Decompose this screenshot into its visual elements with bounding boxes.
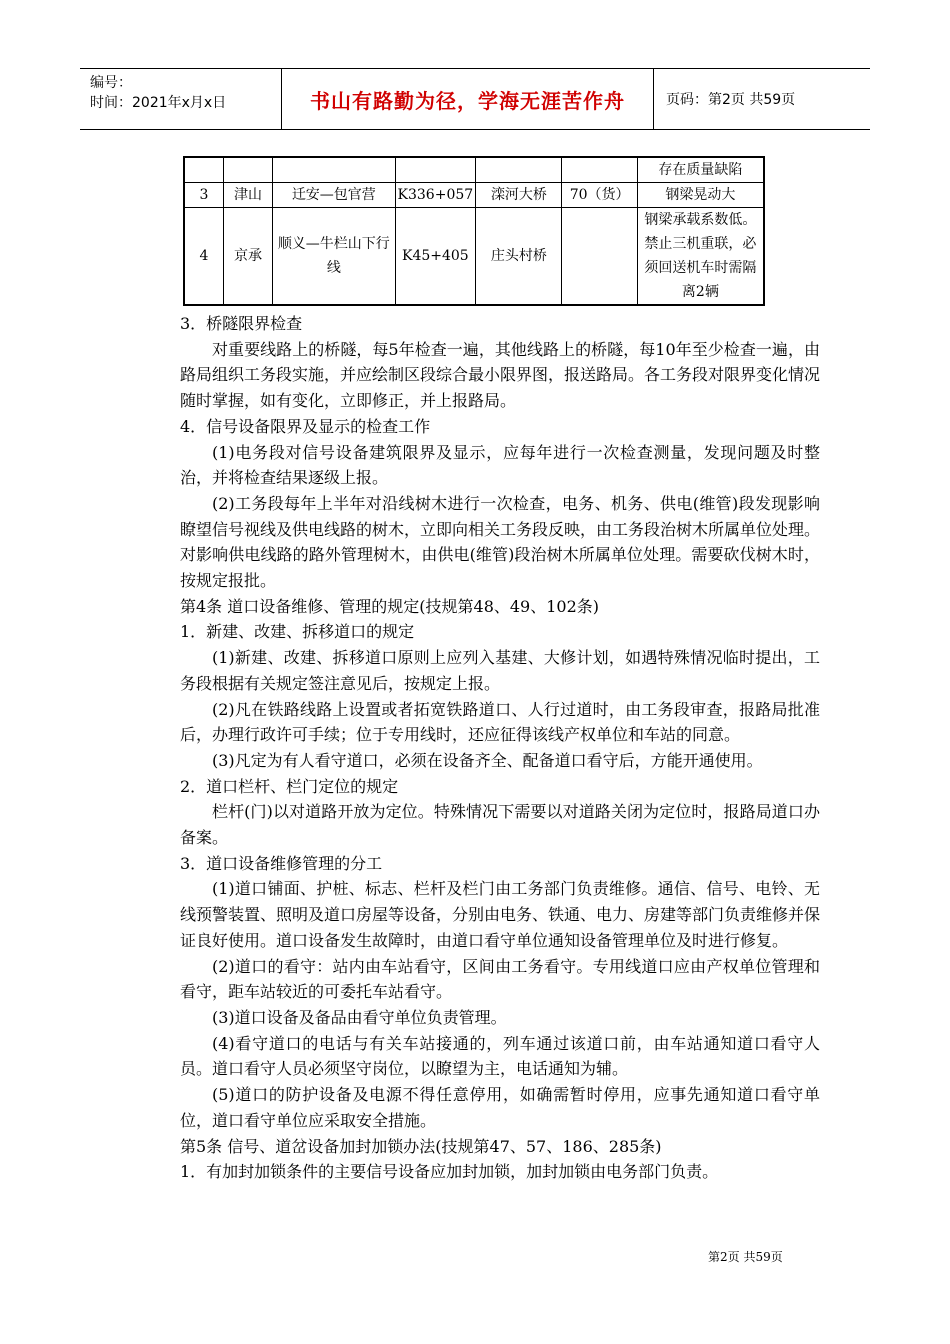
table-cell: K45+405	[395, 208, 476, 306]
paragraph: (2)凡在铁路线路上设置或者拓宽铁路道口、人行过道时，由工务段审查，报路局批准后，办理行政许可手续；位于专用线时，还应征得该线产权单位和车站的同意。	[180, 699, 820, 745]
table-cell	[223, 157, 272, 183]
section-heading: 4．信号设备限界及显示的检查工作	[180, 416, 431, 436]
table-cell: 钢梁晃动大	[637, 183, 764, 208]
table-cell: 津山	[223, 183, 272, 208]
section-heading: 1．新建、改建、拆移道口的规定	[180, 622, 415, 642]
table-cell	[273, 157, 395, 183]
article-heading: 第5条 信号、道岔设备加封加锁办法(技规第47、57、186、285条)	[180, 1136, 662, 1156]
document-number-label: 编号：	[90, 75, 132, 91]
header-page-cell	[654, 69, 870, 129]
paragraph: 对重要线路上的桥隧，每5年检查一遍，其他线路上的桥隧，每10年至少检查一遍，由路局组织工务段实施，并应绘制区段综合最小限界图，报送路局。各工务段对限界变化情况随时掌握，如有变化，立即修正，并上报路局。	[180, 339, 821, 411]
table-cell: 迁安—包官营	[273, 183, 395, 208]
header-slogan-cell	[282, 69, 654, 129]
table-cell: 庄头村桥	[476, 208, 562, 306]
paragraph: (3)凡定为有人看守道口，必须在设备齐全、配备道口看守后，方能开通使用。	[212, 750, 763, 770]
header-slogan: 书山有路勤为径，学海无涯苦作舟	[310, 88, 625, 113]
section-heading: 3．桥隧限界检查	[180, 314, 303, 333]
table-cell	[562, 208, 637, 306]
paragraph: 栏杆(门)以对道路开放为定位。特殊情况下需要以对道路关闭为定位时，报路局道口办备案。	[180, 802, 820, 848]
table-cell: 4	[184, 208, 223, 306]
paragraph: (2)道口的看守：站内由车站看守，区间由工务看守。专用线道口应由产权单位管理和看守，距车站较近的可委托车站看守。	[180, 956, 820, 1002]
table-cell: K336+057	[395, 183, 476, 208]
page-footer: 第2页 共59页	[708, 1250, 783, 1264]
table-cell: 滦河大桥	[476, 183, 562, 208]
table-cell: 钢梁承载系数低。禁止三机重联，必须回送机车时需隔离2辆	[637, 208, 764, 306]
article-heading: 第4条 道口设备维修、管理的规定(技规第48、49、102条)	[180, 596, 600, 616]
table-cell	[476, 157, 562, 183]
table-cell: 京承	[223, 208, 272, 306]
table-cell	[562, 157, 637, 183]
table-row	[184, 183, 764, 208]
paragraph: (2)工务段每年上半年对沿线树木进行一次检查，电务、机务、供电(维管)段发现影响瞭望信号视线及供电线路的树木，立即向相关工务段反映，由工务段治树木所属单位处理。对影响供电线路的路外管理树木，由供电(维管)段治树木所属单位处理。需要砍伐树木时，按规定报批。	[180, 493, 821, 591]
header-meta	[80, 69, 282, 129]
section-heading: 3．道口设备维修管理的分工	[180, 853, 383, 873]
paragraph: (1)道口铺面、护桩、标志、栏杆及栏门由工务部门负责维修。通信、信号、电铃、无线预警装置、照明及道口房屋等设备，分别由电务、铁通、电力、房建等部门负责维修并保证良好使用。道口设备发生故障时，由道口看守单位通知设备管理单位及时进行修复。	[180, 879, 821, 950]
paragraph: (4)看守道口的电话与有关车站接通的，列车通过该道口前，由车站通知道口看守人员。道口看守人员必须坚守岗位，以瞭望为主，电话通知为辅。	[180, 1033, 820, 1079]
paragraph: (5)道口的防护设备及电源不得任意停用，如确需暂时停用，应事先通知道口看守单位，道口看守单位应采取安全措施。	[180, 1085, 820, 1130]
table-cell: 3	[184, 183, 223, 208]
paragraph: (1)新建、改建、拆移道口原则上应列入基建、大修计划，如遇特殊情况临时提出，工务段根据有关规定签注意见后，按规定上报。	[180, 648, 820, 693]
document-time-label: 时间：2021年x月x日	[90, 95, 227, 111]
section-heading: 1．有加封加锁条件的主要信号设备应加封加锁，加封加锁由电务部门负责。	[180, 1162, 719, 1182]
page-header	[80, 68, 870, 130]
table-cell	[184, 157, 223, 183]
table-row	[184, 157, 764, 183]
paragraph: (1)电务段对信号设备建筑限界及显示，应每年进行一次检查测量，发现问题及时整治，并将检查结果逐级上报。	[180, 442, 820, 488]
table-cell	[395, 157, 476, 183]
bridge-defect-table	[183, 156, 765, 306]
table-row	[184, 208, 764, 306]
table-cell: 存在质量缺陷	[637, 157, 764, 183]
paragraph: (3)道口设备及备品由看守单位负责管理。	[212, 1007, 507, 1027]
header-page-label: 页码：第2页 共59页	[666, 92, 796, 108]
table-cell: 顺义—牛栏山下行线	[273, 208, 395, 306]
table-cell: 70（货）	[562, 183, 637, 208]
section-heading: 2．道口栏杆、栏门定位的规定	[180, 776, 399, 796]
document-body	[180, 311, 820, 1185]
